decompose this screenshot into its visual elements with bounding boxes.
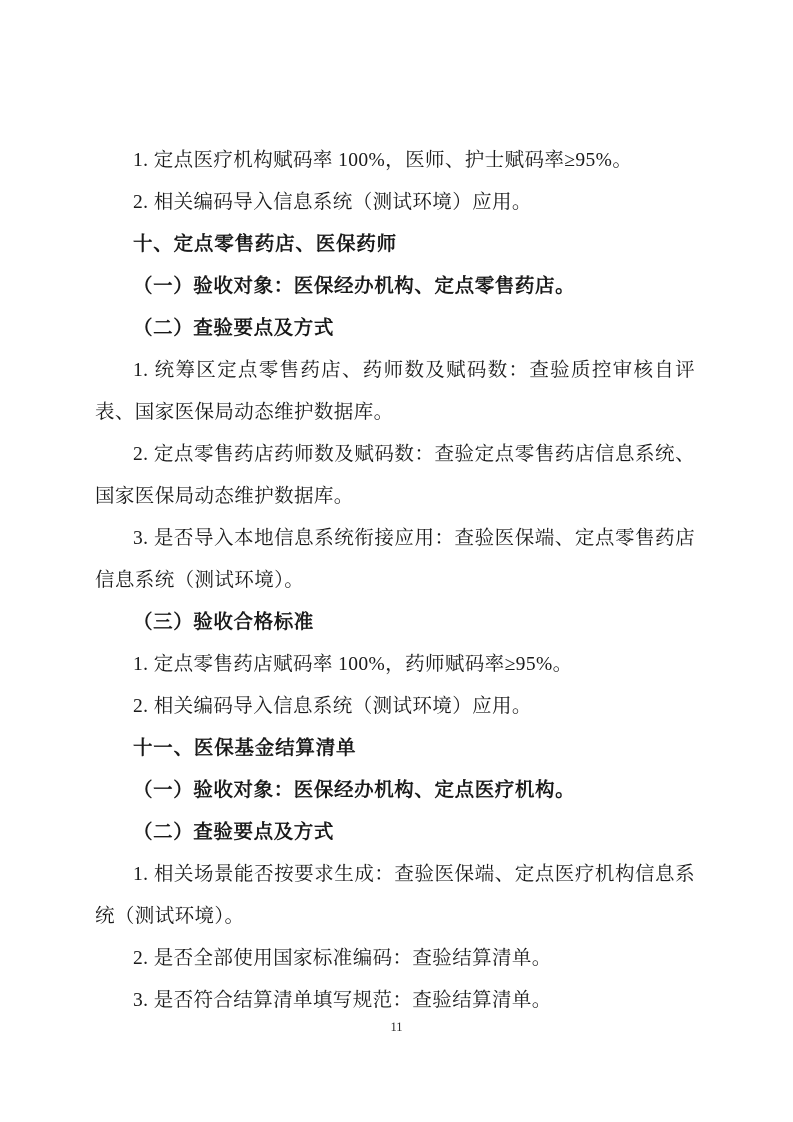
subsection-heading: （一）验收对象：医保经办机构、定点零售药店。 xyxy=(133,276,576,297)
paragraph: 2. 定点零售药店药师数及赋码数：查验定点零售药店信息系统、国家医保局动态维护数据库。 xyxy=(95,444,695,507)
section-heading: 十、定点零售药店、医保药师 xyxy=(133,234,397,255)
subsection-heading: （三）验收合格标准 xyxy=(133,612,314,633)
section-heading: 十一、医保基金结算清单 xyxy=(133,738,357,759)
paragraph: 3. 是否符合结算清单填写规范：查验结算清单。 xyxy=(133,990,552,1011)
paragraph: 1. 定点零售药店赋码率 100%，药师赋码率≥95%。 xyxy=(133,654,573,675)
subsection-heading: （二）查验要点及方式 xyxy=(133,318,335,339)
subsection-heading: （一）验收对象：医保经办机构、定点医疗机构。 xyxy=(133,780,576,801)
document-text-body xyxy=(95,140,695,1022)
paragraph: 3. 是否导入本地信息系统衔接应用：查验医保端、定点零售药店信息系统（测试环境）。 xyxy=(95,528,695,591)
paragraph: 1. 相关场景能否按要求生成：查验医保端、定点医疗机构信息系统（测试环境）。 xyxy=(95,864,695,927)
page-number: 11 xyxy=(390,1020,403,1034)
paragraph: 1. 定点医疗机构赋码率 100%，医师、护士赋码率≥95%。 xyxy=(133,150,633,171)
paragraph: 1. 统筹区定点零售药店、药师数及赋码数：查验质控审核自评表、国家医保局动态维护数据库。 xyxy=(95,360,695,423)
paragraph: 2. 是否全部使用国家标准编码：查验结算清单。 xyxy=(133,948,552,969)
paragraph: 2. 相关编码导入信息系统（测试环境）应用。 xyxy=(133,696,532,717)
paragraph: 2. 相关编码导入信息系统（测试环境）应用。 xyxy=(133,192,532,213)
subsection-heading: （二）查验要点及方式 xyxy=(133,822,335,843)
